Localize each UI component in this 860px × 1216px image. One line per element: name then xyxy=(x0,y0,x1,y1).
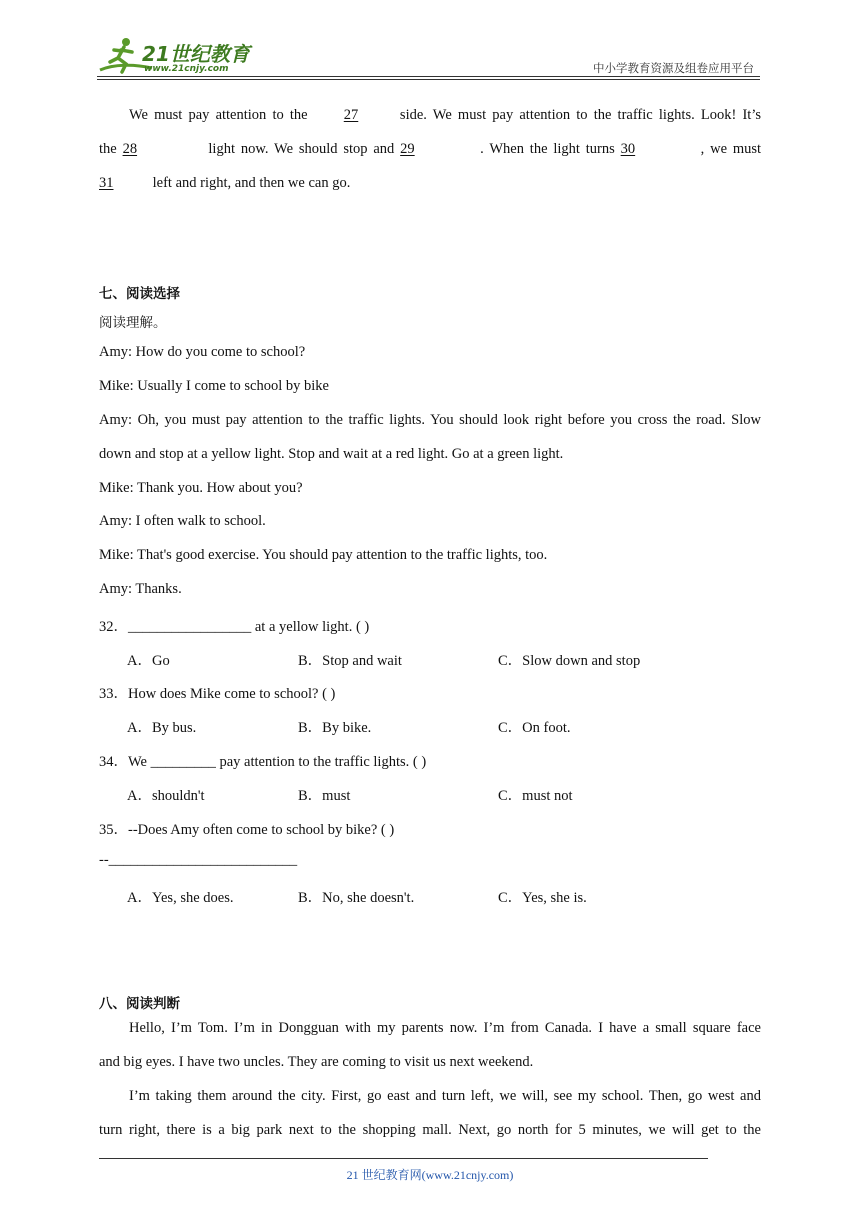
passage-line: Hello, I’m Tom. I’m in Dongguan with my parents now. I’m from Canada. I have a small square face xyxy=(129,1020,761,1036)
dialog-line: Mike: That's good exercise. You should pay attention to the traffic lights, too. xyxy=(99,547,548,563)
q34-option-b[interactable]: B．must xyxy=(298,788,351,804)
cloze-line-3: 31 left and right, and then we can go. xyxy=(99,175,351,191)
cloze-line-1: We must pay attention to the 27 side. We must pay attention to the traffic lights. Look! It’s xyxy=(129,107,761,123)
dialog-line: Amy: Oh, you must pay attention to the traffic lights. You should look right before you cross the road. Slow xyxy=(99,412,761,428)
site-logo xyxy=(94,34,264,78)
logo-url: www.21cnjy.com xyxy=(144,64,229,74)
section-7-instruction: 阅读理解。 xyxy=(99,315,167,331)
question-32-stem: 32．_________________ at a yellow light. ( ) xyxy=(99,619,370,635)
q32-option-a[interactable]: A．Go xyxy=(127,653,170,669)
dialog-line: Mike: Usually I come to school by bike xyxy=(99,378,329,394)
q35-option-a[interactable]: A．Yes, she does. xyxy=(127,890,234,906)
q32-option-c[interactable]: C．Slow down and stop xyxy=(498,653,641,669)
q34-option-a[interactable]: A．shouldn't xyxy=(127,788,205,804)
blank-29[interactable]: 29 xyxy=(400,141,415,157)
dialog-line: Mike: Thank you. How about you? xyxy=(99,480,303,496)
question-33-stem: 33．How does Mike come to school? ( ) xyxy=(99,686,336,702)
blank-31[interactable]: 31 xyxy=(99,175,114,191)
footer-divider xyxy=(99,1158,708,1159)
passage-line: I’m taking them around the city. First, go east and turn left, we will, see my school. Then, go west and xyxy=(129,1088,761,1104)
q33-option-a[interactable]: A．By bus. xyxy=(127,720,197,736)
q33-option-c[interactable]: C．On foot. xyxy=(498,720,571,736)
q35-option-c[interactable]: C．Yes, she is. xyxy=(498,890,587,906)
question-35-answer-line[interactable]: --__________________________ xyxy=(99,852,298,868)
q33-option-b[interactable]: B．By bike. xyxy=(298,720,372,736)
passage-line: and big eyes. I have two uncles. They are coming to visit us next weekend. xyxy=(99,1054,534,1070)
cloze-line-2: the 28 light now. We should stop and 29 . When the light turns 30 , we must xyxy=(99,141,762,157)
question-34-stem: 34．We _________ pay attention to the traffic lights. ( ) xyxy=(99,754,427,770)
logo-title: 21世纪教育 xyxy=(142,42,250,66)
header-divider-thin xyxy=(97,79,760,80)
section-7-title: 七、阅读选择 xyxy=(99,286,180,302)
q35-option-b[interactable]: B．No, she doesn't. xyxy=(298,890,415,906)
dialog-line: down and stop at a yellow light. Stop and wait at a red light. Go at a green light. xyxy=(99,446,564,462)
dialog-line: Amy: Thanks. xyxy=(99,581,182,597)
section-8-title: 八、阅读判断 xyxy=(99,996,180,1012)
footer-site-link[interactable]: 21 世纪教育网(www.21cnjy.com) xyxy=(346,1168,514,1182)
header-platform-name: 中小学教育资源及组卷应用平台 xyxy=(593,61,754,75)
dialog-line: Amy: I often walk to school. xyxy=(99,513,266,529)
header-divider xyxy=(97,76,760,77)
question-35-stem: 35．--Does Amy often come to school by bike? ( ) xyxy=(99,822,395,838)
q34-option-c[interactable]: C．must not xyxy=(498,788,573,804)
q32-option-b[interactable]: B．Stop and wait xyxy=(298,653,402,669)
dialog-line: Amy: How do you come to school? xyxy=(99,344,306,360)
blank-27[interactable]: 27 xyxy=(343,107,359,123)
passage-line: turn right, there is a big park next to the shopping mall. Next, go north for 5 minutes, we will get to the xyxy=(99,1122,761,1138)
blank-30[interactable]: 30 xyxy=(620,141,636,157)
blank-28[interactable]: 28 xyxy=(122,141,138,157)
